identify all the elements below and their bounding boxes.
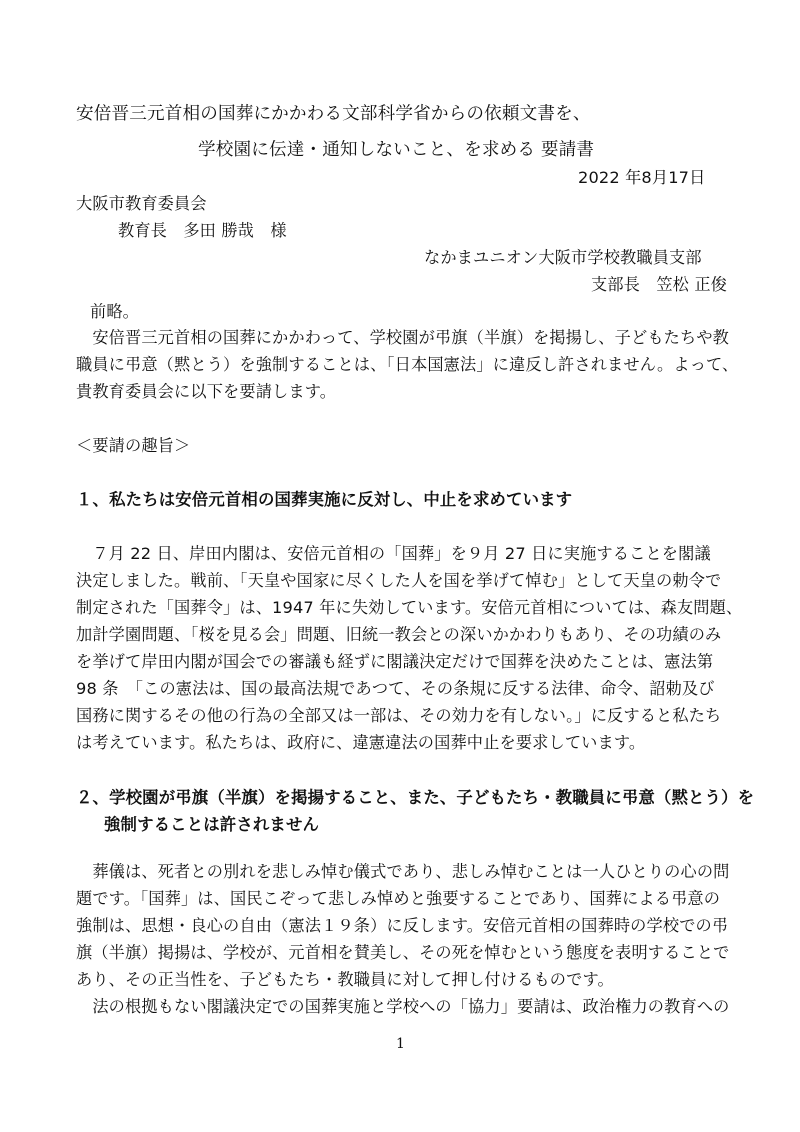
section-1-line-3: 制定された「国葬令」は、1947 年に失効しています。安倍元首相については、森友問題、 bbox=[76, 598, 743, 617]
section-2-heading-line-2: 強制することは許されません bbox=[104, 815, 320, 834]
section-2-line-4: 旗（半旗）掲揚は、学校が、元首相を賛美し、その死を悼むという態度を表明することで bbox=[76, 943, 730, 962]
section-2-line-1: 葬儀は、死者との別れを悲しみ悼む儀式であり、悲しみ悼むことは一人ひとりの心の問 bbox=[76, 862, 730, 881]
addressee-person: 教育長 多田 勝哉 様 bbox=[118, 221, 287, 240]
intro-line-2: 安倍晋三元首相の国葬にかかわって、学校園が弔旗（半旗）を掲揚し、子どもたちや教 bbox=[76, 328, 730, 347]
section-2-line-6: 法の根拠もない閣議決定での国葬実施と学校への「協力」要請は、政治権力の教育への bbox=[76, 997, 730, 1016]
section-1-line-2: 決定しました。戦前、「天皇や国家に尽くした人を国を挙げて悼む」として天皇の勅令で bbox=[76, 571, 722, 590]
section-1-line-6: 98 条 「この憲法は、国の最高法規であつて、その条規に反する法律、命令、詔勅及び bbox=[76, 679, 715, 698]
document-date: 2022 年8月17日 bbox=[578, 168, 706, 187]
sender-person: 支部長 笠松 正俊 bbox=[591, 275, 727, 294]
section-1-line-7: 国務に関するその他の行為の全部又は一部は、その効力を有しない。」に反すると私たち bbox=[76, 706, 722, 725]
section-2-heading-line-1: ２、学校園が弔旗（半旗）を掲揚すること、また、子どもたち・教職員に弔意（黙とう）を bbox=[76, 788, 755, 807]
section-2-line-3: 強制は、思想・良心の自由（憲法１９条）に反します。安倍元首相の国葬時の学校での弔 bbox=[76, 916, 729, 935]
section-1-line-8: は考えています。私たちは、政府に、違憲違法の国葬中止を要求しています。 bbox=[76, 733, 646, 752]
sender-organization: なかまユニオン大阪市学校教職員支部 bbox=[424, 248, 702, 267]
addressee-organization: 大阪市教育委員会 bbox=[76, 194, 207, 213]
section-label: ＜要請の趣旨＞ bbox=[76, 436, 191, 455]
intro-line-1: 前略。 bbox=[90, 302, 140, 321]
section-1-heading: １、私たちは安倍元首相の国葬実施に反対し、中止を求めています bbox=[76, 490, 573, 509]
title-line-1: 安倍晋三元首相の国葬にかかわる文部科学省からの依頼文書を、 bbox=[76, 104, 591, 124]
section-1-line-4: 加計学園問題、「桜を見る会」問題、旧統一教会との深いかかわりもあり、その功績のみ bbox=[76, 625, 722, 644]
intro-line-4: 貴教育委員会に以下を要請します。 bbox=[76, 382, 337, 401]
title-line-2: 学校園に伝達・通知しないこと、を求める 要請書 bbox=[198, 140, 595, 160]
page-number: 1 bbox=[396, 1036, 406, 1052]
intro-line-3: 職員に弔意（黙とう）を強制することは、「日本国憲法」に違反し許されません。よって、 bbox=[76, 355, 739, 374]
section-1-line-5: を挙げて岸田内閣が国会での審議も経ずに閣議決定だけで国葬を決めたことは、憲法第 bbox=[76, 652, 714, 671]
section-2-line-2: 題です。「国葬」は、国民こぞって悲しみ悼めと強要することであり、国葬による弔意の bbox=[76, 889, 721, 908]
section-1-line-1: ７月 22 日、岸田内閣は、安倍元首相の「国葬」を９月 27 日に実施することを閣議 bbox=[76, 544, 711, 563]
section-2-line-5: あり、その正当性を、子どもたち・教職員に対して押し付けるものです。 bbox=[76, 970, 614, 989]
